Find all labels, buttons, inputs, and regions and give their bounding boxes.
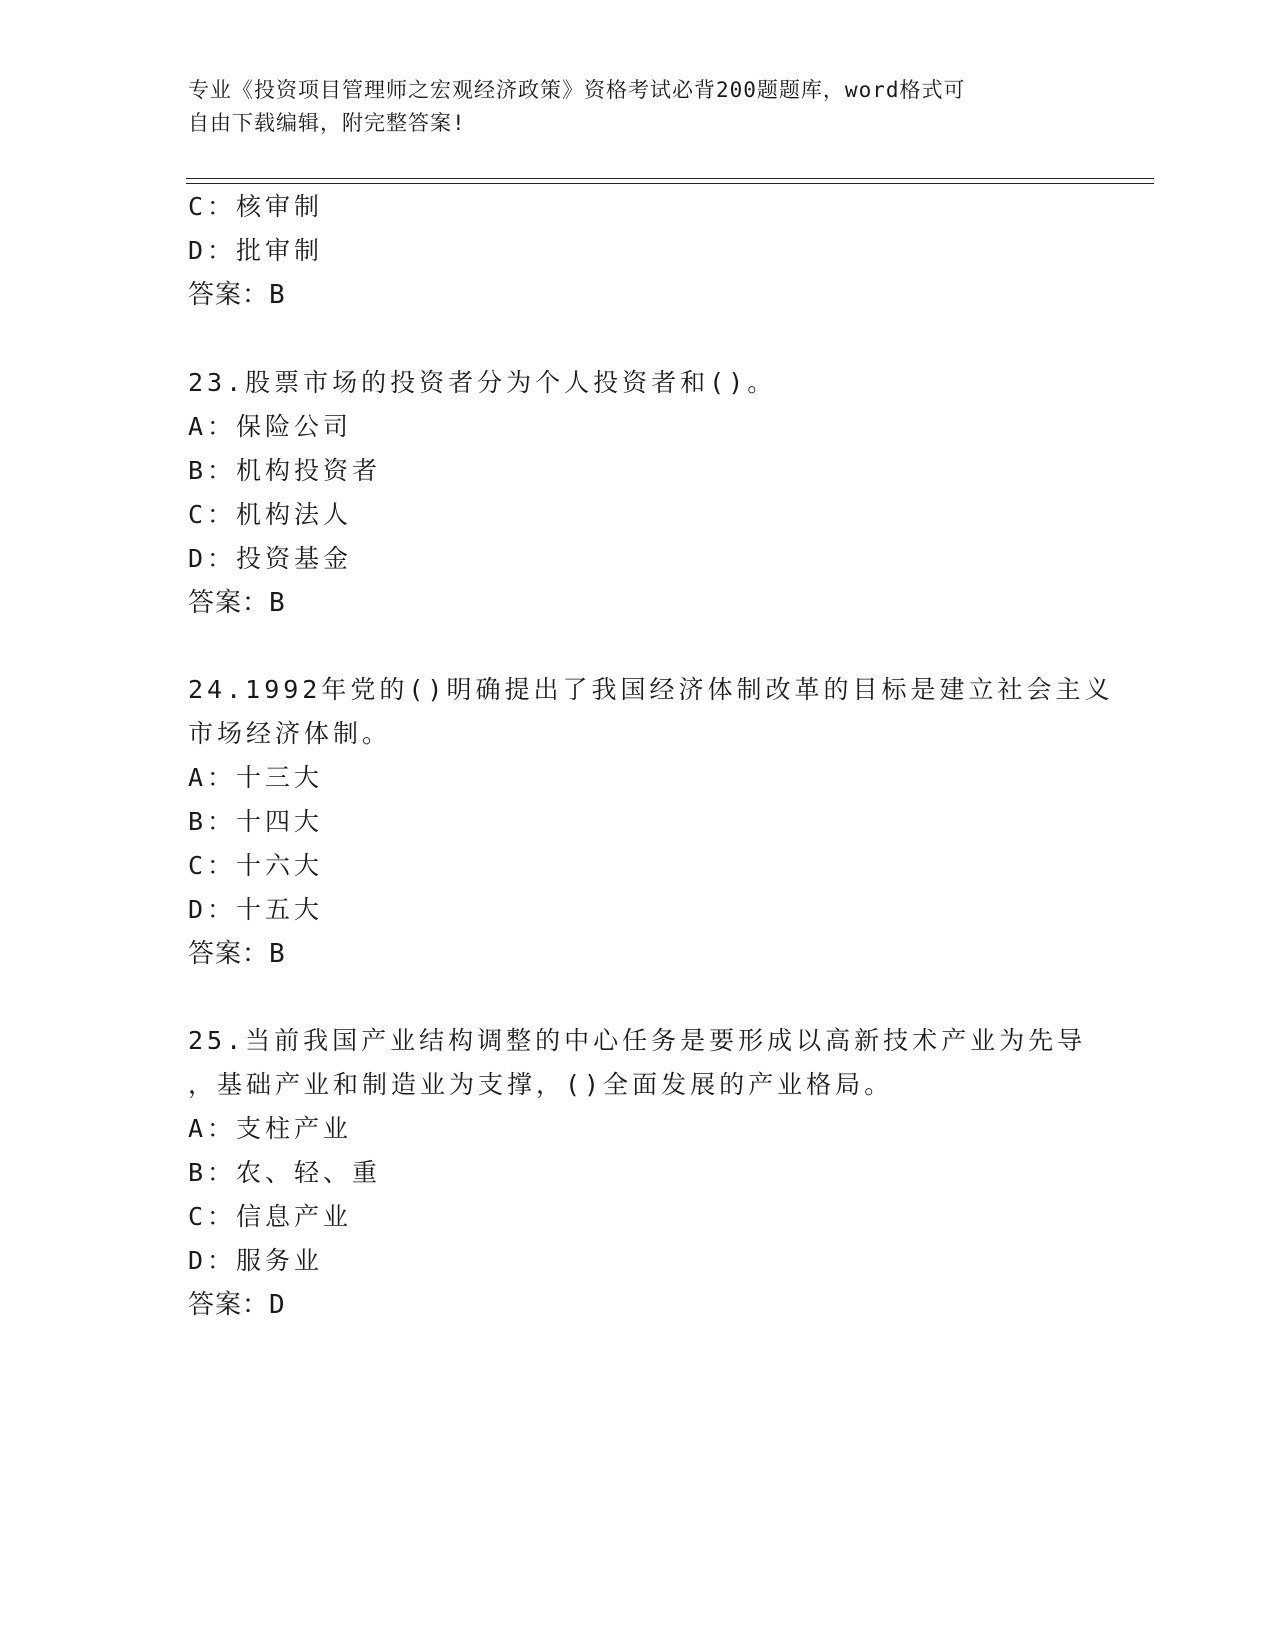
option-d: D：服务业 <box>188 1246 324 1275</box>
option-b: B：十四大 <box>188 807 324 836</box>
option-d: D：投资基金 <box>188 544 353 573</box>
question-stem-continued: ，基础产业和制造业为支撑，()全面发展的产业格局。 <box>188 1070 894 1099</box>
option-c: C：信息产业 <box>188 1202 353 1231</box>
header-title-line-2: 自由下载编辑，附完整答案! <box>188 111 466 135</box>
option-a: A：支柱产业 <box>188 1114 353 1143</box>
answer-line: 答案：D <box>188 1290 286 1320</box>
answer-line: 答案：B <box>188 588 286 618</box>
question-stem: 24.1992年党的()明确提出了我国经济体制改革的目标是建立社会主义 <box>188 675 1114 704</box>
option-c: C：机构法人 <box>188 500 353 529</box>
option-a: A：十三大 <box>188 763 324 792</box>
question-stem: 25.当前我国产业结构调整的中心任务是要形成以高新技术产业为先导 <box>188 1026 1087 1055</box>
option-d: D：批审制 <box>188 236 324 265</box>
option-a: A：保险公司 <box>188 412 353 441</box>
option-b: B：机构投资者 <box>188 456 382 485</box>
question-stem: 23.股票市场的投资者分为个人投资者和()。 <box>188 368 777 397</box>
option-c: C：核审制 <box>188 192 324 221</box>
header-title-line-1: 专业《投资项目管理师之宏观经济政策》资格考试必背200题题库，word格式可 <box>188 78 966 102</box>
option-d: D：十五大 <box>188 895 324 924</box>
question-stem-continued: 市场经济体制。 <box>188 719 392 748</box>
option-b: B：农、轻、重 <box>188 1158 382 1187</box>
answer-line: 答案：B <box>188 280 286 310</box>
header-divider-bottom <box>186 183 1154 184</box>
answer-line: 答案：B <box>188 939 286 969</box>
header-divider-top <box>186 178 1154 179</box>
option-c: C：十六大 <box>188 851 324 880</box>
page-header <box>188 74 1088 140</box>
